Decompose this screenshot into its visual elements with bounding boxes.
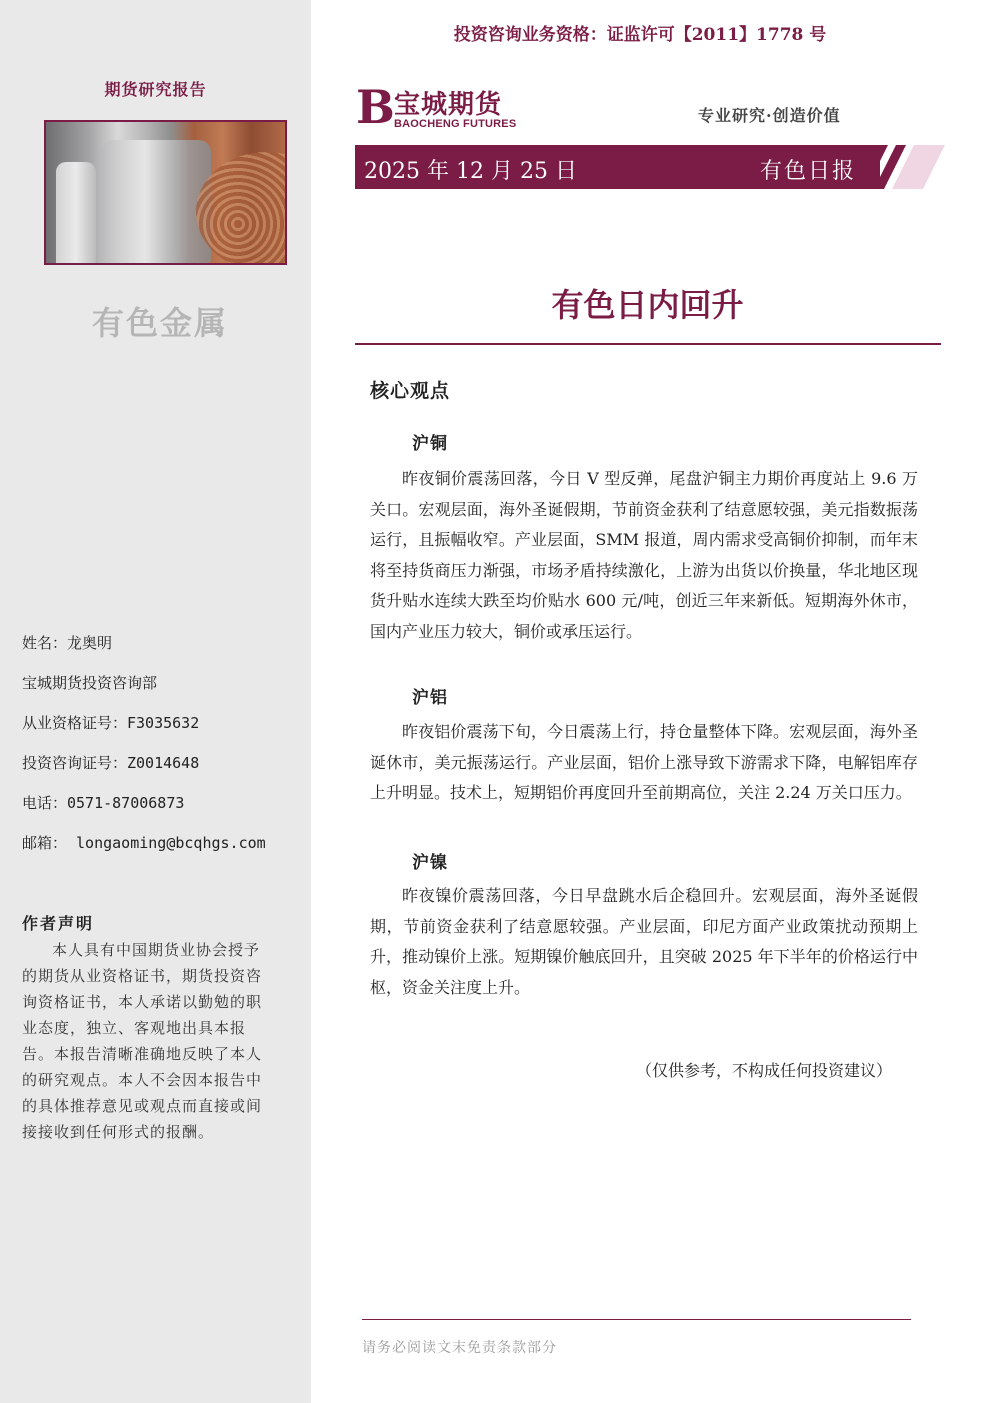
header-stripes bbox=[860, 145, 945, 189]
analyst-email[interactable]: 邮箱： longaoming@bcqhgs.com bbox=[22, 834, 266, 852]
report-date: 2025 年 12 月 25 日 bbox=[364, 159, 577, 184]
copper-heading: 沪铜 bbox=[412, 434, 448, 454]
photo-roll bbox=[101, 140, 211, 265]
footer-divider bbox=[362, 1319, 911, 1320]
sidebar bbox=[0, 0, 311, 1403]
analyst-name: 姓名：龙奥明 bbox=[22, 634, 113, 652]
license-line: 投资咨询业务资格：证监许可【2011】1778 号 bbox=[453, 25, 827, 45]
nickel-paragraph: 昨夜镍价震荡回落，今日早盘跳水后企稳回升。宏观层面，海外圣诞假期，节前资金获利了结意愿较强。产业层面，印尼方面产业政策扰动预期上升，推动镍价上涨。短期镍价触底回升，且突破 2025 年下半年的价格运行中枢，资金关注度上升。 bbox=[370, 886, 918, 997]
aluminum-paragraph: 昨夜铝价震荡下旬，今日震荡上行，持仓量整体下降。宏观层面，海外圣诞休市，美元振荡运行。产业层面，铝价上涨导致下游需求下降，电解铝库存上升明显。技术上，短期铝价再度回升至前期高位，关注 2.24 万关口压力。 bbox=[370, 722, 918, 802]
category-title: 有色金属 bbox=[91, 304, 228, 342]
photo-roll-left bbox=[56, 162, 96, 265]
logo-name-en: BAOCHENG FUTURES bbox=[394, 118, 517, 130]
slogan: 专业研究·创造价值 bbox=[698, 106, 841, 125]
declaration-text: 本人具有中国期货业协会授予的期货从业资格证书，期货投资咨询资格证书，本人承诺以勤勉的职业态度，独立、客观地出具本报告。本报告清晰准确地反映了本人的研究观点。本人不会因本报告中的具体推荐意见或观点而直接或间接接收到任何形式的报酬。 bbox=[22, 941, 263, 1141]
cover-photo bbox=[44, 120, 287, 265]
report-label: 期货研究报告 bbox=[104, 80, 207, 99]
investment-note: （仅供参考，不构成任何投资建议） bbox=[636, 1061, 893, 1080]
analyst-qualification: 从业资格证号：F3035632 bbox=[22, 714, 200, 732]
analyst-phone: 电话：0571-87006873 bbox=[22, 794, 185, 812]
nickel-heading: 沪镍 bbox=[412, 853, 448, 873]
footer-disclaimer: 请务必阅读文末免责条款部分 bbox=[362, 1340, 557, 1356]
analyst-department: 宝城期货投资咨询部 bbox=[22, 674, 158, 692]
report-type: 有色日报 bbox=[760, 159, 857, 184]
core-view-heading: 核心观点 bbox=[370, 380, 451, 402]
analyst-advisory-id: 投资咨询证号：Z0014648 bbox=[22, 754, 200, 772]
aluminum-heading: 沪铝 bbox=[412, 688, 448, 708]
copper-paragraph: 昨夜铜价震荡回落，今日 V 型反弹，尾盘沪铜主力期价再度站上 9.6 万关口。宏观层面，海外圣诞假期，节前资金获利了结意愿较强，美元指数振荡运行，且振幅收窄。产业层面，SMM 报道，周内需求受高铜价抑制，而年末将至持货商压力渐强，市场矛盾持续激化，上游为出货以价换量，华北地区现货升贴水连续大跌至均价贴水 600 元/吨，创近三年来新低。短期海外休市，国内产业压力较大，铜价或承压运行。 bbox=[370, 469, 918, 641]
company-logo bbox=[356, 80, 526, 134]
logo-mark: B bbox=[356, 80, 395, 134]
logo-name-cn: 宝城期货 bbox=[394, 90, 503, 120]
declaration-title: 作者声明 bbox=[22, 914, 95, 933]
title-divider bbox=[355, 343, 941, 345]
report-title: 有色日内回升 bbox=[551, 286, 744, 324]
